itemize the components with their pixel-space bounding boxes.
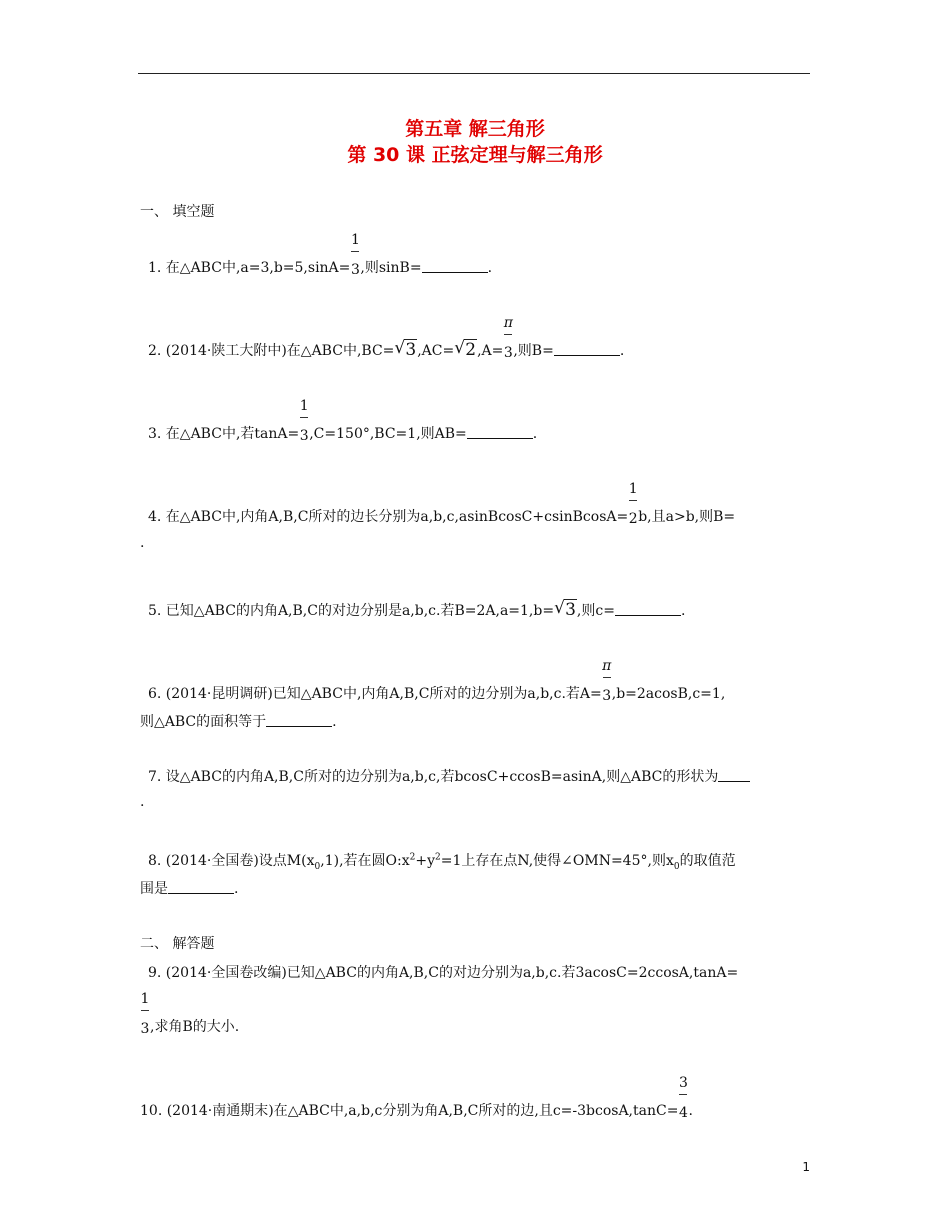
fraction: $\frac{1}{3}$: [140, 991, 150, 1037]
lesson-title: 第 30 课 正弦定理与解三角形: [347, 144, 603, 166]
sqrt-3: √ 3: [554, 598, 576, 620]
fraction: $\frac{\pi}{3}$: [503, 315, 513, 361]
question-7-continuation: .: [140, 794, 145, 810]
header-rule: [138, 73, 810, 74]
question-5: 5. 已知△ABC的内角A,B,C的对边分别是a,b,c.若B=2A,a=1,b= √ 3,则c= .: [148, 598, 686, 620]
question-8-continuation: 围是 .: [140, 881, 239, 897]
question-10: 10. (2014·南通期末)在△ABC中,a,b,c分别为角A,B,C所对的边,且c=-3bcosA,tanC= $\frac{3}{4}$.: [140, 1075, 693, 1121]
answer-blank[interactable]: [467, 426, 533, 439]
section-answer-heading: 二、 解答题: [140, 936, 215, 952]
question-8: 8. (2014·全国卷)设点$M(x_0,1)$,若在圆$O:x^2+y^2=1$上存在点N,使得∠OMN=45°,则$x_0$的取值范: [148, 852, 736, 872]
sqrt-2: √ 2: [454, 338, 477, 360]
question-7: 7. 设△ABC的内角A,B,C所对的边分别为a,b,c,若bcosC+ccosB=asinA,则△ABC的形状为: [148, 766, 750, 786]
question-6: 6. (2014·昆明调研)已知△ABC中,内角A,B,C所对的边分别为a,b,c.若A= $\frac{\pi}{3},b=2acosB,c=1$,: [148, 658, 726, 704]
answer-blank[interactable]: [718, 769, 750, 782]
question-9: 9. (2014·全国卷改编)已知△ABC的内角A,B,C的对边分别为a,b,c.若3acosC=2ccosA,tanA=: [148, 965, 739, 981]
question-4: 4. 在△ABC中,内角A,B,C所对的边长分别为a,b,c,asinBcosC+csinBcosA= $\frac{1}{2}b$,且a>b,则B=: [148, 481, 736, 527]
answer-blank[interactable]: [168, 881, 234, 894]
question-4-continuation: .: [140, 535, 145, 551]
answer-blank[interactable]: [266, 714, 332, 727]
question-6-continuation: 则△ABC的面积等于 .: [140, 714, 337, 730]
question-1: 1. 在△ABC中,a=3,b=5,sinA= $\frac{1}{3}$,则sinB= .: [148, 232, 493, 278]
fraction: $\frac{3}{4}$: [678, 1075, 688, 1121]
page-number: 1: [802, 1160, 810, 1174]
fraction: $\frac{1}{2}$: [628, 481, 638, 527]
fraction: $\frac{\pi}{3}$: [602, 658, 612, 704]
fraction: $\frac{1}{3}$: [350, 232, 360, 278]
question-9-continuation: $\frac{1}{3}$,求角B的大小.: [140, 991, 240, 1037]
answer-blank[interactable]: [422, 260, 488, 273]
section-fill-blank-heading: 一、 填空题: [140, 204, 215, 220]
question-3: 3. 在△ABC中,若tanA= $\frac{1}{3},C=150^\circ,BC=1$,则AB= .: [148, 398, 538, 444]
answer-blank[interactable]: [554, 343, 620, 356]
question-2: 2. (2014·陕工大附中)在△ABC中,BC= √ 3,AC= √ 2,A= $\frac{\pi}{3}$,则B= .: [148, 315, 625, 361]
chapter-title: 第五章 解三角形: [405, 118, 545, 140]
fraction: $\frac{1}{3}$: [299, 398, 309, 444]
answer-blank[interactable]: [615, 603, 681, 616]
sqrt-3: √ 3: [394, 338, 417, 360]
